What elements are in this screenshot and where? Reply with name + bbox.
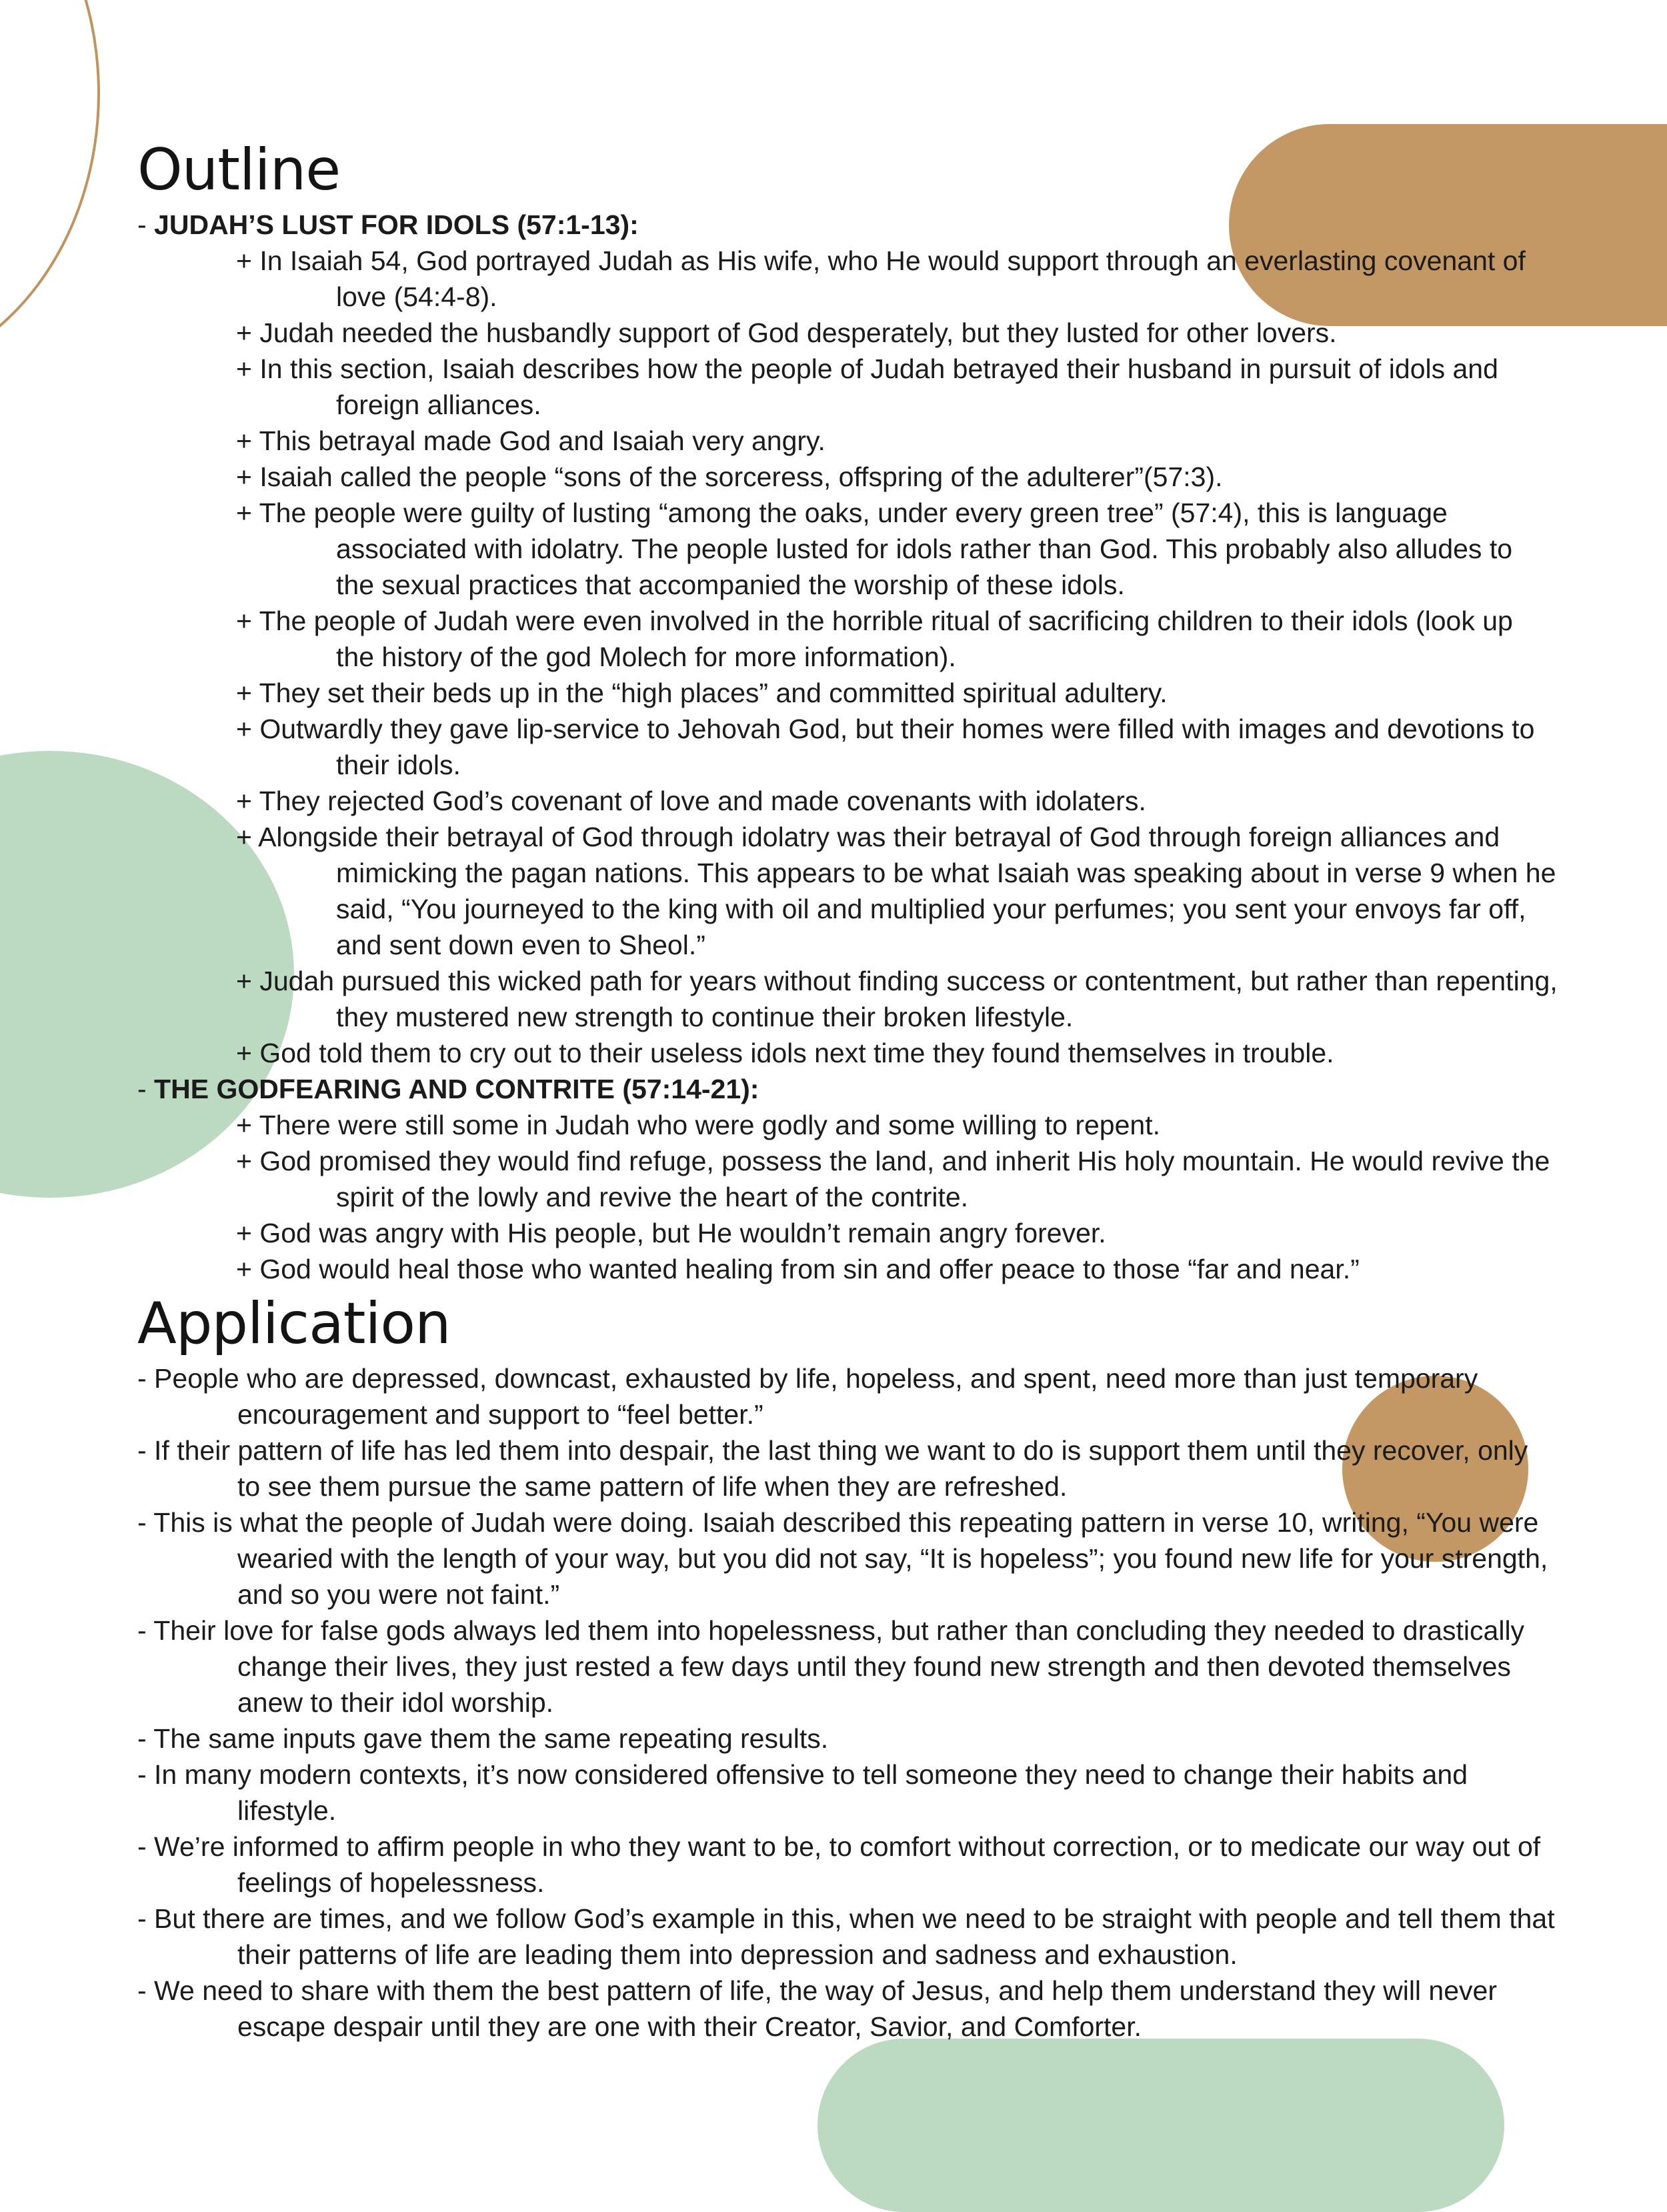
list-item: + God would heal those who wanted healing from sin and offer peace to those “far and near.” (236, 1254, 1360, 1284)
list-item: + The people of Judah were even involved in the horrible ritual of sacrificing children to their idols (look up the history of the god Molech for more information). (236, 606, 1513, 672)
list-item: + God told them to cry out to their useless idols next time they found themselves in trouble. (236, 1038, 1334, 1068)
list-item: + Isaiah called the people “sons of the sorceress, offspring of the adulterer”(57:3). (236, 461, 1223, 492)
list-item: + Judah pursued this wicked path for years without finding success or contentment, but rather than repenting, they mustered new strength to continue their broken lifestyle. (236, 966, 1558, 1032)
application-list (137, 1360, 1558, 2045)
list-item: - But there are times, and we follow God’s example in this, when we need to be straight with people and tell them that their patterns of life are leading them into depression and sadness and exhaustion. (137, 1903, 1555, 1970)
list-item: - We need to share with them the best pattern of life, the way of Jesus, and help them understand they will never escape despair until they are one with their Creator, Savior, and Comforter. (137, 1975, 1497, 2042)
list-item: + The people were guilty of lusting “among the oaks, under every green tree” (57:4), this is language associated with idolatry. The people lusted for idols rather than God. This probably also alludes to the sexual practices that accompanied the worship of these idols. (236, 497, 1513, 600)
decorative-arc (0, 0, 100, 380)
list-item: + They set their beds up in the “high places” and committed spiritual adultery. (236, 678, 1168, 708)
list-item: - People who are depressed, downcast, exhausted by life, hopeless, and spent, need more than just temporary encouragement and support to “feel better.” (137, 1363, 1478, 1430)
list-item: + God promised they would find refuge, possess the land, and inherit His holy mountain. He would revive the spirit of the lowly and revive the heart of the contrite. (236, 1146, 1550, 1212)
section-title: - JUDAH’S LUST FOR IDOLS (57:1-13): (137, 209, 639, 240)
list-item: - The same inputs gave them the same repeating results. (137, 1723, 829, 1754)
list-item: + Outwardly they gave lip-service to Jehovah God, but their homes were filled with images and devotions to their idols. (236, 714, 1535, 780)
list-item: - We’re informed to affirm people in who they want to be, to comfort without correction, or to medicate our way out of feelings of hopelessness. (137, 1831, 1541, 1898)
list-item: - If their pattern of life has led them into despair, the last thing we want to do is support them until they recover, only to see them pursue the same pattern of life when they are refreshed. (137, 1435, 1528, 1502)
decorative-green-pill (817, 2039, 1504, 2212)
list-item: - Their love for false gods always led them into hopelessness, but rather than concluding they needed to drastically change their lives, they just rested a few days until they found new strength and then devoted themselves anew to their idol worship. (137, 1615, 1525, 1718)
outline-section-1 (137, 207, 1558, 1071)
list-item: - In many modern contexts, it’s now considered offensive to tell someone they need to change their habits and lifestyle. (137, 1759, 1468, 1826)
list-item: - This is what the people of Judah were doing. Isaiah described this repeating pattern in verse 10, writing, “You were wearied with the length of your way, but you did not say, “It is hopeless”; you found new life for your strength, and so you were not faint.” (137, 1507, 1548, 1610)
list-item: + This betrayal made God and Isaiah very angry. (236, 425, 825, 456)
outline-section-2 (137, 1071, 1558, 1287)
list-item: + Alongside their betrayal of God through idolatry was their betrayal of God through foreign alliances and mimicking the pagan nations. This appears to be what Isaiah was speaking about in verse 9 when he said, “You journeyed to the king with oil and multiplied your perfumes; you sent your envoys far off, and sent down even to Sheol.” (236, 822, 1556, 960)
list-item: + In Isaiah 54, God portrayed Judah as His wife, who He would support through an everlasting covenant of love (54:4-8). (236, 245, 1526, 312)
list-item: + In this section, Isaiah describes how the people of Judah betrayed their husband in pursuit of idols and foreign alliances. (236, 353, 1498, 420)
section-title: - THE GODFEARING AND CONTRITE (57:14-21): (137, 1074, 759, 1104)
list-item: + There were still some in Judah who were godly and some willing to repent. (236, 1110, 1160, 1140)
application-heading: Application (137, 1290, 451, 1357)
document-body (137, 133, 1558, 2045)
outline-heading: Outline (137, 137, 341, 203)
list-item: + Judah needed the husbandly support of God desperately, but they lusted for other lovers. (236, 317, 1337, 348)
list-item: + God was angry with His people, but He wouldn’t remain angry forever. (236, 1218, 1106, 1248)
list-item: + They rejected God’s covenant of love and made covenants with idolaters. (236, 786, 1146, 816)
